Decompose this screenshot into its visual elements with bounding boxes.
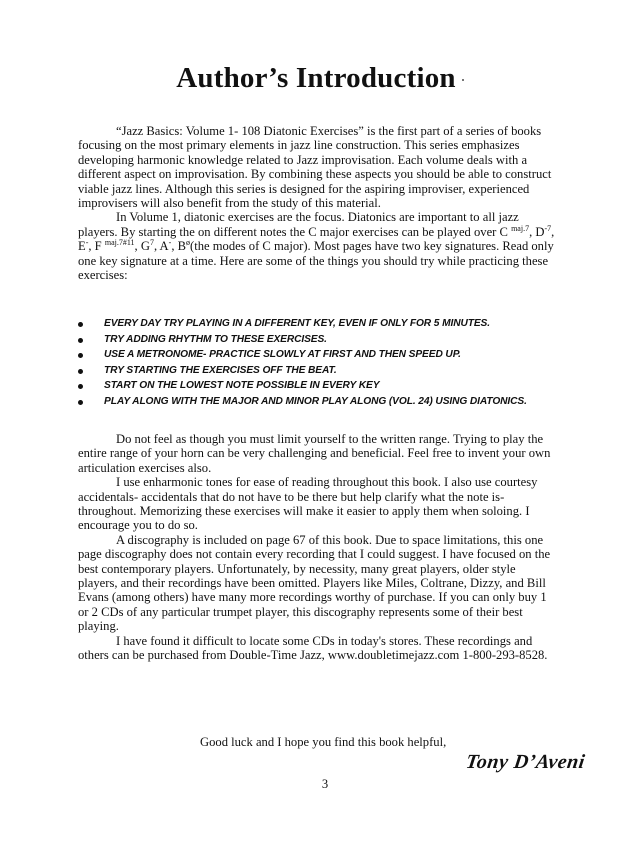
bullet-dot-icon <box>78 338 83 343</box>
intro-paragraph: “Jazz Basics: Volume 1- 108 Diatonic Exercises” is the first part of a series of books focusing on the most primary elements in jazz line construction. This series emphasizes developing harmonic knowledge related to Jazz improvisation. Each volume deals with a different aspect on improvisation. By combining these aspects you should be able to construct viable jazz lines. Although this series is designed for the aspiring improviser, experienced improvisers will also benefit from the study of this material. <box>78 124 552 211</box>
author-signature: Tony D’Aveni <box>464 751 587 773</box>
list-item <box>76 363 576 379</box>
chord-sep: , D <box>529 224 545 239</box>
chord-sup-a-: - <box>168 238 172 248</box>
list-item <box>76 332 576 348</box>
list-item <box>76 347 576 363</box>
page-number: 3 <box>321 777 329 791</box>
chord-sup-fmaj7s11: maj.7#11 <box>104 238 135 248</box>
range-paragraph: Do not feel as though you must limit yourself to the written range. Trying to play the entire range of your horn can be very challenging and beneficial. Feel free to invent your own articulation exercises also. <box>78 432 551 475</box>
bullet-dot-icon <box>78 322 83 327</box>
bullet-text: EVERY DAY TRY PLAYING IN A DIFFERENT KEY, EVEN IF ONLY FOR 5 MINUTES. <box>104 318 490 329</box>
volume-text-start: In Volume 1, diatonic exercises are the focus. Diatonics are important to all jazz players. By starting the on different notes the C major exercises can be played over C <box>78 210 519 239</box>
purchase-paragraph: I have found it difficult to locate some CDs in today's stores. These recordings and others can be purchased from Double-Time Jazz, www.doubletimejazz.com 1-800-293-8528. <box>78 633 548 663</box>
chord-sup-g7: 7 <box>149 238 154 248</box>
closing-line: Good luck and I hope you find this book helpful, <box>200 735 447 749</box>
chord-sep: , E <box>78 224 555 254</box>
bullet-text: TRY ADDING RHYTHM TO THESE EXERCISES. <box>104 333 327 345</box>
chord-sup-d-7: -7 <box>544 223 552 233</box>
chord-sep: , F <box>88 239 102 254</box>
bullet-text: USE A METRONOME- PRACTICE SLOWLY AT FIRST AND THEN SPEED UP. <box>104 349 461 360</box>
enharmonic-paragraph: I use enharmonic tones for ease of reading throughout this book. I also use courtesy accidentals- accidentals that do not have to be there but help clarify what the note is- throughout. Memorizing these exercises will make it easier to apply them when soloing. I encourage you to do so. <box>78 475 538 533</box>
bullet-text: START ON THE LOWEST NOTE POSSIBLE IN EVERY KEY <box>104 380 380 391</box>
bullet-dot-icon <box>78 384 83 389</box>
list-item <box>76 316 576 332</box>
chord-sep: , A <box>153 239 169 254</box>
intro-section <box>78 124 558 282</box>
volume-paragraph <box>78 210 558 282</box>
body-section <box>78 432 558 663</box>
bullet-dot-icon <box>78 353 83 358</box>
list-item <box>76 394 576 410</box>
bullet-text: PLAY ALONG WITH THE MAJOR AND MINOR PLAY ALONG (VOL. 24) USING DIATONICS. <box>104 395 527 407</box>
page-title <box>0 62 640 95</box>
bullet-dot-icon <box>78 369 83 374</box>
discography-paragraph: A discography is included on page 67 of this book. Due to space limitations, this one page discography does not contain every recording that I could suggest. I have focused on the best contemporary players. Unfortunately, by necessity, many great players, older style players, and their recordings have been omitted. Players like Miles, Coltrane, Dizzy, and Bill Evans (among others) have many more recordings worthy of purchase. If you can only buy 1 or 2 CDs of any particular trumpet player, this discography represents some of their best playing. <box>78 532 551 634</box>
bullet-text: TRY STARTING THE EXERCISES OFF THE BEAT. <box>104 364 337 376</box>
volume-text-end: (the modes of C major). Most pages have two key signatures. Read only one key signature at a time. Here are some of the things you should try while practicing these exercises: <box>78 239 554 283</box>
chord-sup-e-: - <box>85 238 89 248</box>
chord-sup-bhalfdim: ø <box>186 238 191 248</box>
list-item <box>76 378 576 394</box>
title-speck <box>462 79 464 81</box>
chord-sep: , B <box>171 239 187 254</box>
chord-sup-cmaj7: maj.7 <box>511 223 530 233</box>
chord-sep: , G <box>134 239 150 254</box>
practice-tips-list <box>76 316 576 409</box>
bullet-dot-icon <box>78 400 83 405</box>
title-text: Author’s Introduction <box>176 62 456 94</box>
